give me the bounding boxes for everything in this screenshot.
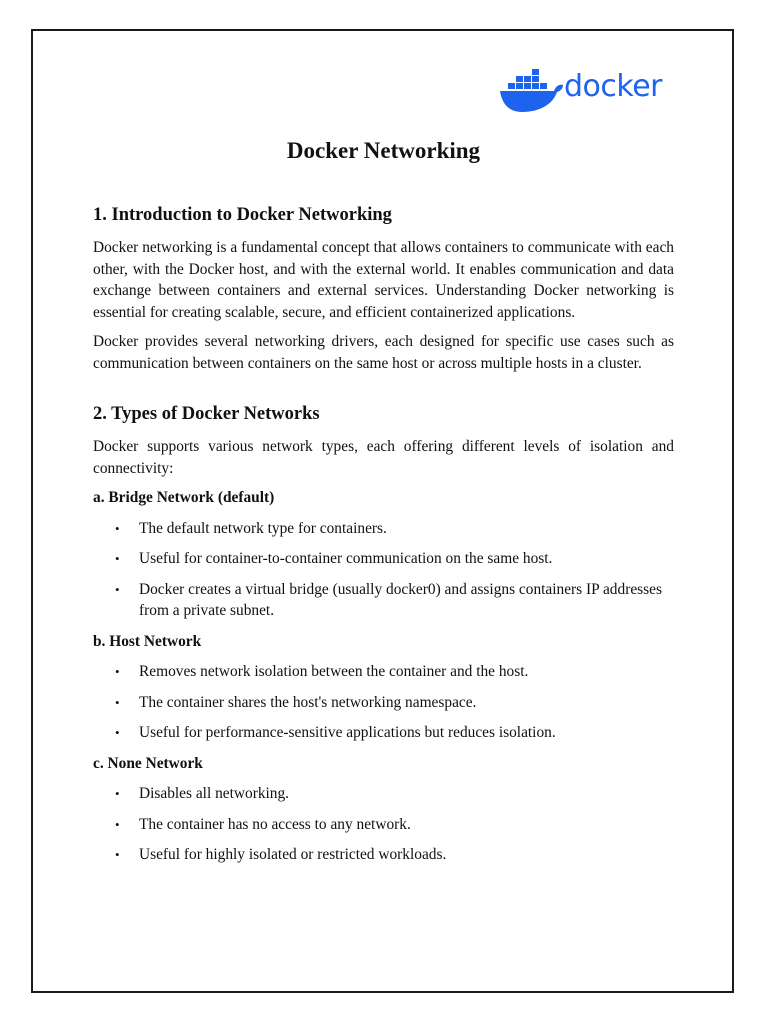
section-heading-intro: 1. Introduction to Docker Networking (93, 205, 392, 225)
list-item-text: Disables all networking. (139, 785, 290, 802)
list-item (93, 783, 674, 805)
bullet-icon: • (115, 581, 120, 597)
bullet-icon: • (115, 664, 120, 679)
list-item (93, 661, 674, 683)
docker-wordmark: docker (564, 69, 662, 104)
subsection-heading-bridge: a. Bridge Network (default) (93, 489, 275, 506)
bullet-icon: • (115, 694, 120, 710)
bullet-icon: • (115, 520, 120, 536)
bullet-icon: • (115, 786, 120, 801)
section-heading-types: 2. Types of Docker Networks (93, 404, 320, 424)
paragraph: Docker supports various network types, each offering different levels of isolation and connectivity: (93, 438, 674, 477)
page-title: Docker Networking (286, 138, 481, 163)
bullet-icon: • (115, 816, 120, 832)
list-item-text: The container shares the host's networking namespace. (139, 693, 477, 711)
list-item-text: Useful for container-to-container communication on the same host. (139, 550, 553, 567)
list-item-text: Docker creates a virtual bridge (usually docker0) and assigns containers IP addresses from a private subnet. (139, 580, 662, 619)
bullet-icon: • (115, 725, 120, 740)
docker-logo (500, 68, 680, 114)
list-item-text: Useful for highly isolated or restricted workloads. (139, 846, 447, 863)
paragraph: Docker networking is a fundamental concept that allows containers to communicate with each other, with the Docker host, and with the external world. It enables communication and data exchange between containers and external services. Understanding Docker networking is essential for creating scalable, secure, and efficient containerized applications. (93, 239, 674, 321)
list-item (93, 518, 674, 540)
subsection-heading-host: b. Host Network (93, 632, 202, 650)
list-item (93, 844, 674, 866)
list-item (93, 692, 674, 714)
list-item (93, 722, 674, 744)
bullet-list (93, 783, 674, 866)
bullet-icon: • (115, 847, 120, 862)
paragraph: Docker provides several networking drivers, each designed for specific use cases such as communication between containers on the same host or across multiple hosts in a cluster. (93, 333, 674, 372)
bullet-icon: • (115, 551, 120, 566)
list-item-text: Removes network isolation between the container and the host. (139, 663, 529, 680)
list-item (93, 579, 674, 622)
list-item-text: The container has no access to any network. (139, 815, 411, 833)
bullet-list (93, 518, 674, 622)
list-item-text: Useful for performance-sensitive applications but reduces isolation. (139, 724, 556, 741)
bullet-list (93, 661, 674, 744)
list-item (93, 548, 674, 570)
document-body (93, 133, 674, 875)
list-item (93, 814, 674, 836)
subsection-heading-none: c. None Network (93, 754, 203, 772)
docker-whale-icon (500, 68, 564, 114)
list-item-text: The default network type for containers. (139, 519, 387, 537)
